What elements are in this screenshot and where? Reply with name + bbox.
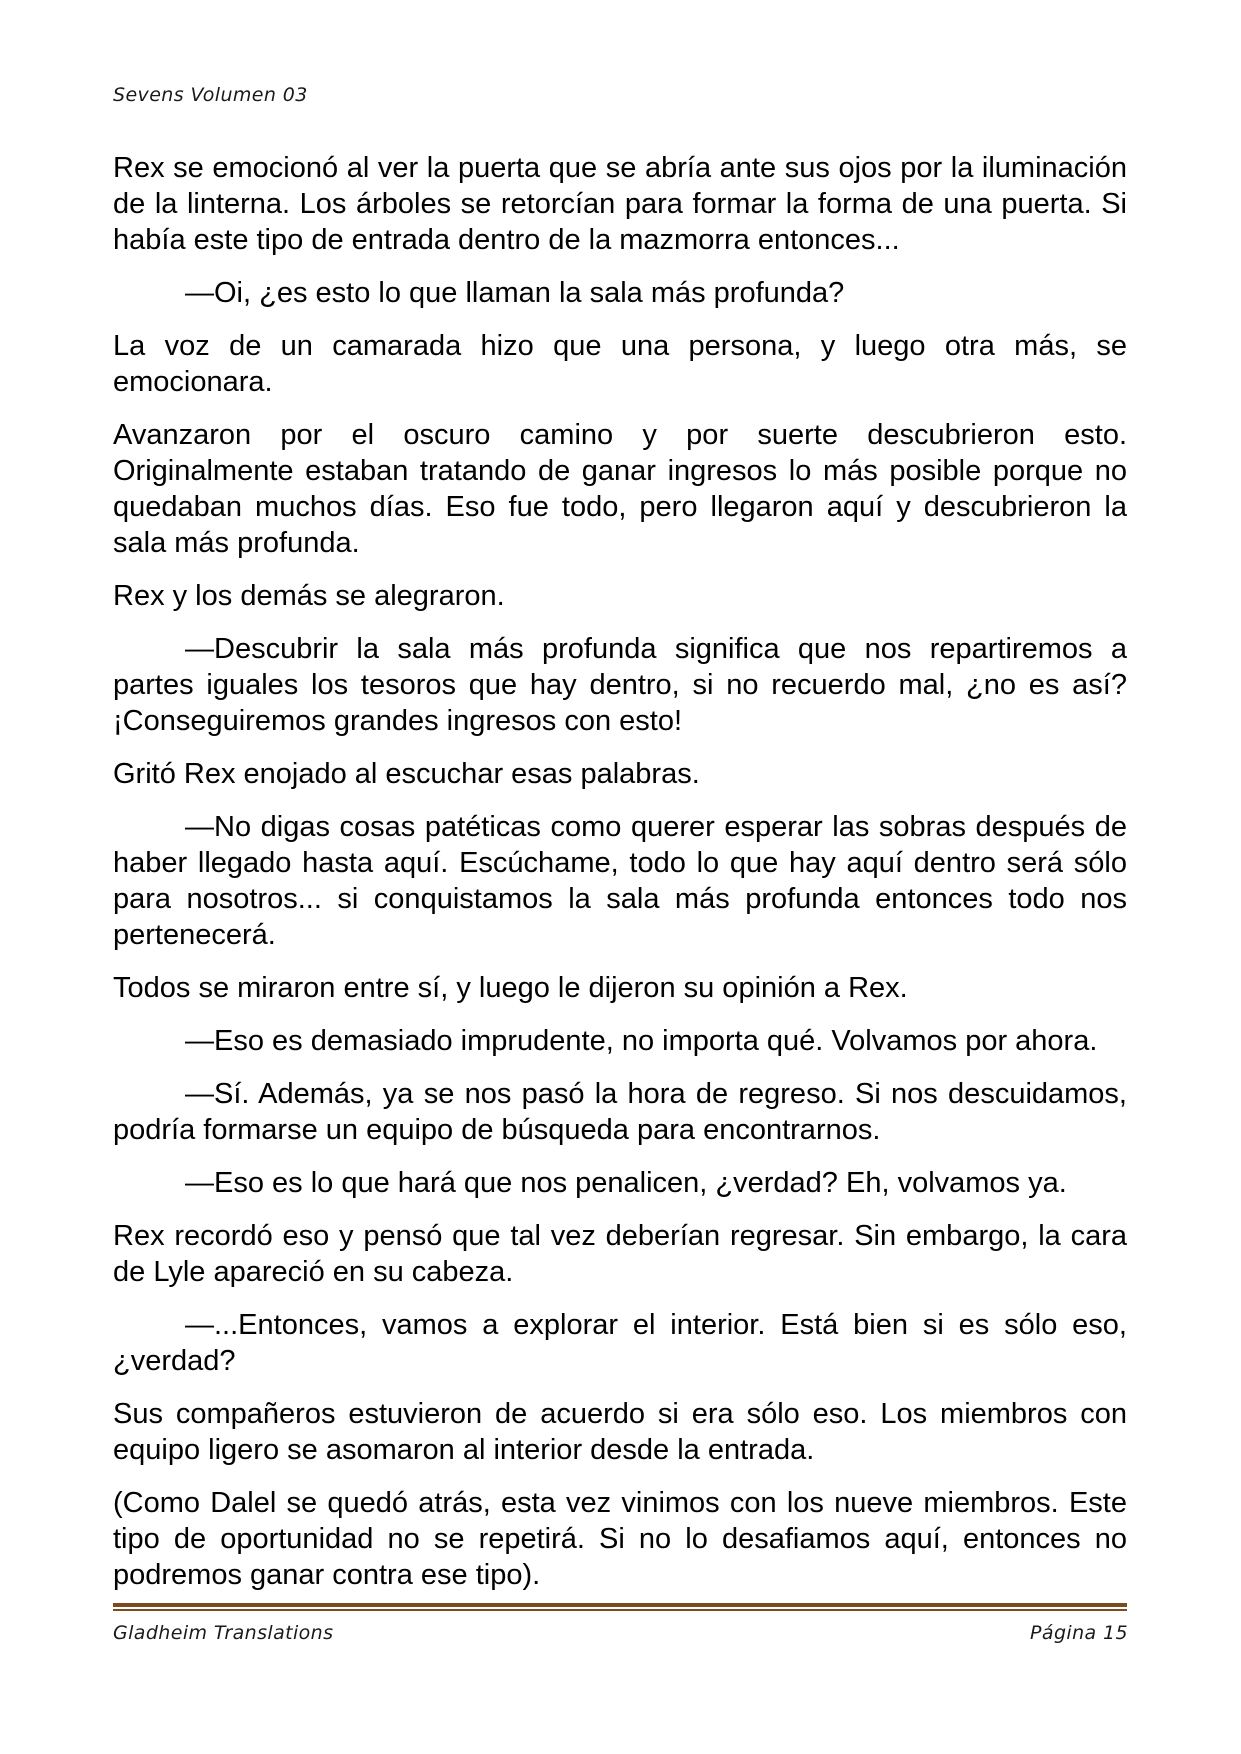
dialogue-paragraph	[113, 1307, 1127, 1379]
text-line: —Descubrir la sala más profunda significa que nos repartiremos a	[185, 633, 1127, 665]
dialogue-paragraph	[113, 1165, 1127, 1201]
footer-rule	[113, 1603, 1127, 1607]
dialogue-paragraph	[113, 1023, 1127, 1059]
body-text	[113, 150, 1127, 1593]
paragraph	[113, 1218, 1127, 1290]
text-line: podremos ganar contra ese tipo).	[113, 1559, 541, 1591]
page-number: Página 15	[1030, 1622, 1128, 1644]
text-line: Sus compañeros estuvieron de acuerdo si era sólo eso. Los miembros con	[113, 1398, 1127, 1430]
text-line: —Eso es lo que hará que nos penalicen, ¿verdad? Eh, volvamos ya.	[185, 1167, 1067, 1199]
translator-credit: Gladheim Translations	[113, 1622, 334, 1644]
text-line: partes iguales los tesoros que hay dentro, si no recuerdo mal, ¿no es así?	[113, 669, 1127, 701]
text-line: de la linterna. Los árboles se retorcían para formar la forma de una puerta. Si	[113, 188, 1127, 220]
dialogue-paragraph	[113, 275, 1127, 311]
text-line: quedaban muchos días. Eso fue todo, pero llegaron aquí y descubrieron la	[113, 491, 1127, 523]
text-line: ¿verdad?	[113, 1345, 236, 1377]
text-line: emocionara.	[113, 366, 273, 398]
text-line: sala más profunda.	[113, 527, 360, 559]
text-line: (Como Dalel se quedó atrás, esta vez vinimos con los nueve miembros. Este	[113, 1487, 1127, 1519]
text-line: haber llegado hasta aquí. Escúchame, todo lo que hay aquí dentro será sólo	[113, 847, 1127, 879]
text-line: Rex se emocionó al ver la puerta que se abría ante sus ojos por la iluminación	[113, 152, 1127, 184]
text-line: La voz de un camarada hizo que una persona, y luego otra más, se	[113, 330, 1127, 362]
paragraph	[113, 756, 1127, 792]
text-line: Todos se miraron entre sí, y luego le dijeron su opinión a Rex.	[113, 972, 908, 1004]
text-line: —Oi, ¿es esto lo que llaman la sala más profunda?	[185, 277, 845, 309]
dialogue-paragraph	[113, 631, 1127, 739]
text-line: Gritó Rex enojado al escuchar esas palabras.	[113, 758, 700, 790]
paragraph	[113, 150, 1127, 258]
text-line: —...Entonces, vamos a explorar el interior. Está bien si es sólo eso,	[185, 1309, 1127, 1341]
paragraph	[113, 970, 1127, 1006]
text-line: Rex y los demás se alegraron.	[113, 580, 505, 612]
paragraph	[113, 328, 1127, 400]
text-line: Originalmente estaban tratando de ganar ingresos lo más posible porque no	[113, 455, 1127, 487]
text-line: ¡Conseguiremos grandes ingresos con esto!	[113, 705, 683, 737]
running-header: Sevens Volumen 03	[113, 84, 308, 106]
text-line: había este tipo de entrada dentro de la mazmorra entonces...	[113, 224, 900, 256]
dialogue-paragraph	[113, 1076, 1127, 1148]
text-line: Rex recordó eso y pensó que tal vez deberían regresar. Sin embargo, la cara	[113, 1220, 1127, 1252]
paragraph	[113, 1485, 1127, 1593]
paragraph	[113, 417, 1127, 561]
paragraph	[113, 578, 1127, 614]
text-line: —Eso es demasiado imprudente, no importa qué. Volvamos por ahora.	[185, 1025, 1098, 1057]
text-line: —Sí. Además, ya se nos pasó la hora de regreso. Si nos descuidamos,	[185, 1078, 1127, 1110]
text-line: de Lyle apareció en su cabeza.	[113, 1256, 514, 1288]
paragraph	[113, 1396, 1127, 1468]
text-line: —No digas cosas patéticas como querer esperar las sobras después de	[185, 811, 1127, 843]
text-line: pertenecerá.	[113, 919, 276, 951]
text-line: tipo de oportunidad no se repetirá. Si no lo desafiamos aquí, entonces no	[113, 1523, 1127, 1555]
footer-rule-thin	[113, 1609, 1127, 1611]
text-line: Avanzaron por el oscuro camino y por suerte descubrieron esto.	[113, 419, 1127, 451]
text-line: podría formarse un equipo de búsqueda para encontrarnos.	[113, 1114, 881, 1146]
dialogue-paragraph	[113, 809, 1127, 953]
text-line: equipo ligero se asomaron al interior desde la entrada.	[113, 1434, 815, 1466]
text-line: para nosotros... si conquistamos la sala más profunda entonces todo nos	[113, 883, 1127, 915]
